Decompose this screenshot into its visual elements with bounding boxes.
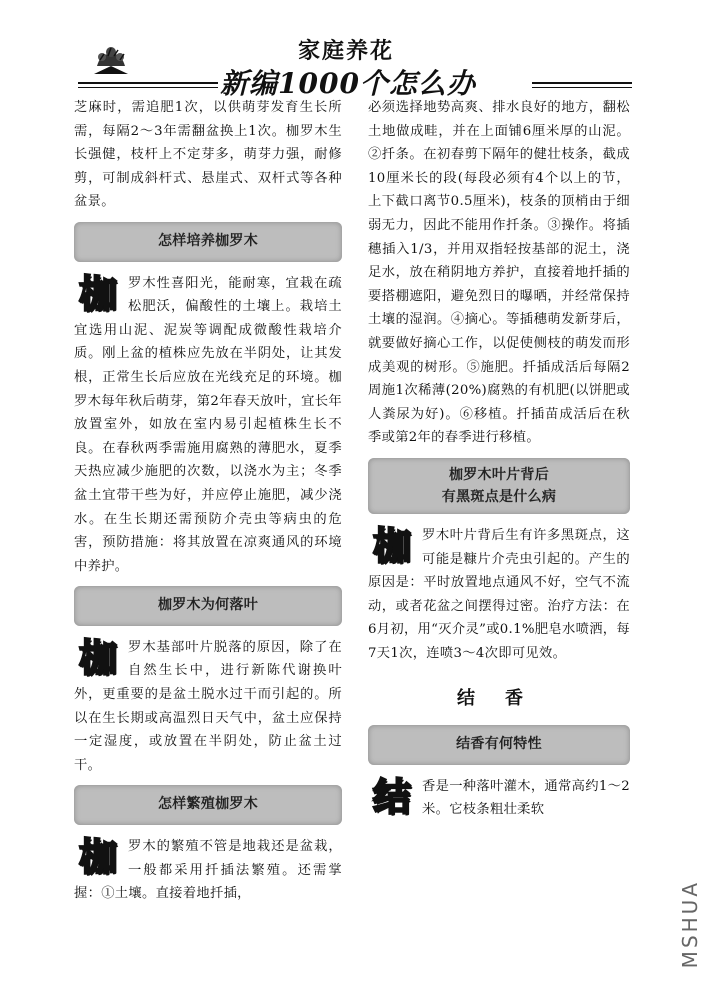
right-column xyxy=(368,96,630,822)
leaf-drop-text: 罗木基部叶片脱落的原因，除了在自然生长中，进行新陈代谢换叶外，更重要的是盆土脱水过干而引起的。所以在生长期或高温烈日天气中，盆土应保持一定湿度，或放置在半阴处，防止盆土过干。 xyxy=(74,639,342,773)
header-rule-left-thin xyxy=(78,87,218,88)
header-title: 新编1000个怎么办 xyxy=(220,67,476,100)
leaf-drop-paragraph xyxy=(74,636,342,778)
section-title-line-1: 枷罗木叶片背后 xyxy=(448,466,550,483)
header-subtitle: 家庭养花 xyxy=(298,38,395,64)
section-title-leaf-drop: 枷罗木为何落叶 xyxy=(74,586,342,626)
drop-cap: 枷 xyxy=(78,635,118,680)
cultivation-paragraph xyxy=(74,272,342,579)
drop-cap: 枷 xyxy=(78,271,118,316)
page-header xyxy=(70,34,640,104)
drop-cap: 结 xyxy=(372,774,412,819)
plant-heading: 结香 xyxy=(457,688,553,710)
right-intro-paragraph: 必须选择地势高爽、排水良好的地方，翻松土地做成畦，并在上面铺6厘米厚的山泥。②扦条。在初春剪下隔年的健壮枝条，截成10厘米长的段(每段必须有4个以上的节，上下截口离节0.5厘米)，枝条的顶梢由于细弱无力，因此不能用作扦条。③操作。将插穗插入1/3，并用双指轻按基部的泥土，浇足水，放在稍阴地方养护，直接着地扦插的要搭棚遮阳，避免烈日的曝晒，并经常保持土壤的湿润。④摘心。等插穗萌发新芽后，就要做好摘心工作，以促使侧枝的萌发而形成美观的树形。⑤施肥。扦插成活后每隔2周施1次稀薄(20%)腐熟的有机肥(以饼肥或人粪尿为好)。⑥移植。扦插苗成活后在秋季或第2年的春季进行移植。 xyxy=(368,100,630,446)
black-spots-text: 罗木叶片背后生有许多黑斑点，这可能是糠片介壳虫引起的。产生的原因是：平时放置地点通风不好，空气不流动，或者花盆之间摆得过密。治疗方法：在6月初，用“灭介灵”或0.1%肥皂水喷洒，每7天1次，连喷3～4次即可见效。 xyxy=(368,527,630,661)
section-title-propagation: 怎样繁殖枷罗木 xyxy=(74,785,342,825)
propagation-paragraph xyxy=(74,835,342,906)
section-title-line-2: 有黑斑点是什么病 xyxy=(441,488,557,505)
left-column xyxy=(74,96,342,906)
propagation-text: 罗木的繁殖不管是地栽还是盆栽，一般都采用扦插法繁殖。还需掌握：①土壤。直接着地扦插， xyxy=(74,839,342,902)
daphne-text: 香是一种落叶灌木，通常高约1～2米。它枝条粗壮柔软 xyxy=(422,778,630,818)
watermark: MSHUA xyxy=(678,880,702,969)
drop-cap: 枷 xyxy=(78,835,118,880)
header-rule-right-thin xyxy=(532,87,632,88)
daphne-paragraph xyxy=(368,775,630,822)
section-title-daphne-traits: 结香有何特性 xyxy=(368,725,630,765)
black-spots-paragraph xyxy=(368,524,630,666)
header-rule-left xyxy=(78,82,218,84)
section-title-cultivation: 怎样培养枷罗木 xyxy=(74,222,342,262)
drop-cap: 枷 xyxy=(372,523,412,568)
section-title-black-spots xyxy=(368,458,630,514)
book-logo-icon xyxy=(92,44,130,78)
left-intro-paragraph: 芝麻时，需追肥1次，以供萌芽发育生长所需，每隔2～3年需翻盆换上1次。枷罗木生长强健，枝杆上不定芽多，萌芽力强，耐修剪，可制成斜杆式、悬崖式、双杆式等各种盆景。 xyxy=(74,100,342,210)
cultivation-text: 罗木性喜阳光，能耐寒，宜栽在疏松肥沃，偏酸性的土壤上。栽培土宜选用山泥、泥炭等调配成微酸性栽培介质。刚上盆的植株应先放在半阴处，让其发根，正常生长后应放在光线充足的环境。枷罗木每年秋后萌芽，第2年春天放叶，宜长年放置室外，如放在室内易引起植株生长不良。在春秋两季需施用腐熟的薄肥水，夏季天热应减少施肥的次数，以浇水为主；冬季盆土宜带干些为好，并应停止施肥，减少浇水。在生长期还需预防介壳虫等病虫的危害，预防措施：将其放置在凉爽通风的环境中养护。 xyxy=(74,275,342,574)
header-rule-right xyxy=(532,82,632,84)
